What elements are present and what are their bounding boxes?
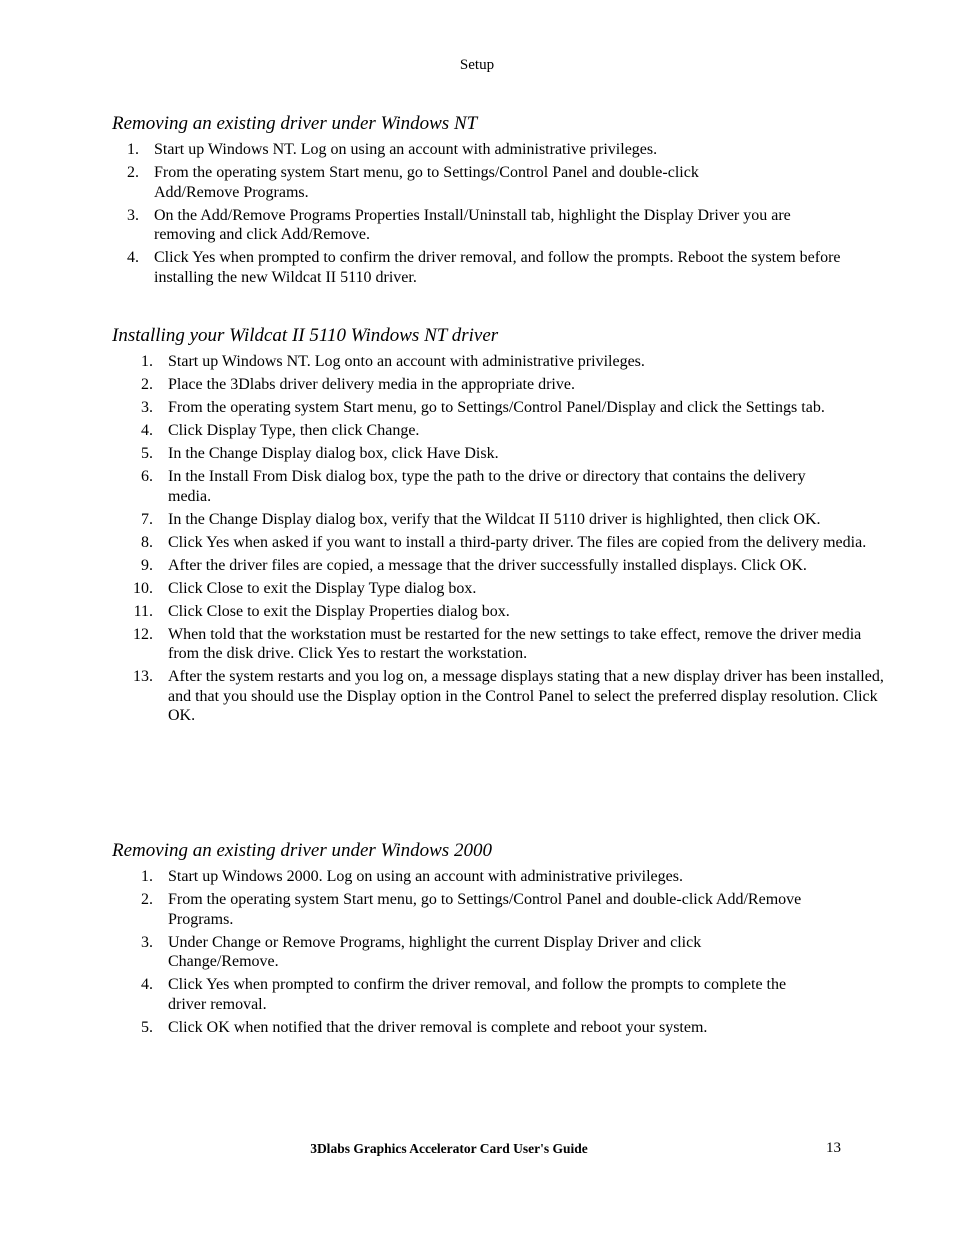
- list-item: [112, 579, 852, 599]
- list-item: [112, 398, 868, 418]
- section-heading: Removing an existing driver under Windows 2000: [112, 840, 492, 861]
- list-item: [112, 206, 834, 245]
- step-text: Place the 3Dlabs driver delivery media in the appropriate drive.: [168, 376, 575, 393]
- steps-list: [112, 140, 852, 287]
- step-number: 11.: [133, 602, 153, 620]
- step-number: 1.: [141, 353, 153, 370]
- step-text: Start up Windows 2000. Log on using an account with administrative privileges.: [168, 868, 683, 885]
- list-item: [112, 602, 852, 622]
- step-text: After the driver files are copied, a message that the driver successfully installed displays. Click OK.: [168, 556, 807, 574]
- step-text: Click Close to exit the Display Properties dialog box.: [168, 602, 510, 620]
- step-text: Click Close to exit the Display Type dialog box.: [168, 579, 477, 597]
- step-number: 5.: [141, 445, 153, 462]
- list-item: [112, 556, 873, 576]
- list-item: [112, 933, 808, 972]
- page-number: 13: [826, 1140, 841, 1156]
- step-text: From the operating system Start menu, go to Settings/Control Panel/Display and click the Settings tab.: [168, 399, 825, 416]
- list-item: [112, 444, 852, 464]
- step-number: 2.: [127, 164, 139, 181]
- section-remove-2000: [112, 839, 852, 1041]
- step-text: Start up Windows NT. Log onto an account with administrative privileges.: [168, 353, 645, 370]
- step-number: 3.: [141, 933, 153, 951]
- step-number: 5.: [141, 1018, 153, 1036]
- list-item: [112, 625, 888, 664]
- step-number: 3.: [141, 399, 153, 416]
- section-remove-nt: [112, 112, 852, 291]
- step-number: 9.: [141, 556, 153, 574]
- list-item: [112, 890, 818, 929]
- footer-title: 3Dlabs Graphics Accelerator Card User's Guide: [310, 1141, 588, 1156]
- step-text: On the Add/Remove Programs Properties Install/Uninstall tab, highlight the Display Driver you are removing and click Add/Remove.: [154, 206, 791, 243]
- step-number: 3.: [127, 206, 139, 224]
- running-header: Setup: [459, 57, 495, 73]
- list-item: [112, 163, 754, 202]
- list-item: [112, 352, 852, 372]
- step-number: 4.: [141, 976, 153, 993]
- step-number: 4.: [141, 422, 153, 439]
- step-number: 2.: [141, 891, 153, 908]
- list-item: [112, 533, 873, 553]
- step-number: 13.: [133, 668, 153, 685]
- step-text: Click Yes when asked if you want to install a third-party driver. The files are copied from the delivery media.: [168, 533, 867, 551]
- section-heading: Installing your Wildcat II 5110 Windows NT driver: [112, 325, 499, 346]
- step-number: 6.: [141, 468, 153, 485]
- step-text: From the operating system Start menu, go to Settings/Control Panel and double-click Add/Remove Programs.: [168, 891, 802, 928]
- steps-list: [112, 352, 884, 726]
- step-number: 1.: [141, 868, 153, 885]
- step-text: Click Display Type, then click Change.: [168, 422, 420, 439]
- step-text: Start up Windows NT. Log on using an account with administrative privileges.: [154, 141, 658, 158]
- step-text: From the operating system Start menu, go to Settings/Control Panel and double-click Add/Remove Programs.: [154, 164, 699, 201]
- step-text: Click Yes when prompted to confirm the driver removal, and follow the prompts. Reboot the system before installing the new Wildcat II 5110 driver.: [154, 249, 841, 286]
- list-item: [112, 248, 849, 287]
- list-item: [112, 467, 852, 506]
- step-number: 2.: [141, 376, 153, 393]
- step-text: When told that the workstation must be restarted for the new settings to take effect, remove the driver media from the disk drive. Click Yes to restart the workstation.: [168, 625, 862, 662]
- step-number: 10.: [133, 579, 153, 597]
- step-text: Click OK when notified that the driver removal is complete and reboot your system.: [168, 1018, 708, 1036]
- list-item: [112, 140, 814, 160]
- list-item: [112, 421, 852, 441]
- list-item: [112, 1018, 852, 1038]
- step-number: 8.: [141, 533, 153, 551]
- list-item: [112, 867, 852, 887]
- list-item: [112, 667, 898, 726]
- step-number: 4.: [127, 249, 139, 266]
- step-text: In the Change Display dialog box, verify that the Wildcat II 5110 driver is highlighted, then click OK.: [168, 510, 821, 528]
- list-item: [112, 975, 808, 1014]
- list-item: [112, 510, 852, 530]
- step-number: 12.: [133, 625, 153, 643]
- steps-list: [112, 867, 852, 1037]
- step-number: 1.: [127, 141, 139, 158]
- step-text: Click Yes when prompted to confirm the driver removal, and follow the prompts to complete the driver removal.: [168, 976, 787, 1013]
- section-install-nt: [112, 324, 884, 729]
- step-number: 7.: [141, 510, 153, 528]
- step-text: Under Change or Remove Programs, highlight the current Display Driver and click Change/Remove.: [168, 933, 702, 970]
- list-item: [112, 375, 852, 395]
- section-heading: Removing an existing driver under Windows NT: [112, 113, 478, 134]
- step-text: In the Install From Disk dialog box, type the path to the drive or directory that contains the delivery media.: [168, 468, 806, 505]
- step-text: After the system restarts and you log on, a message displays stating that a new display driver has been installed, and that you should use the Display option in the Control Panel to select the preferred display resolution. Click OK.: [168, 668, 884, 724]
- step-text: In the Change Display dialog box, click Have Disk.: [168, 445, 499, 462]
